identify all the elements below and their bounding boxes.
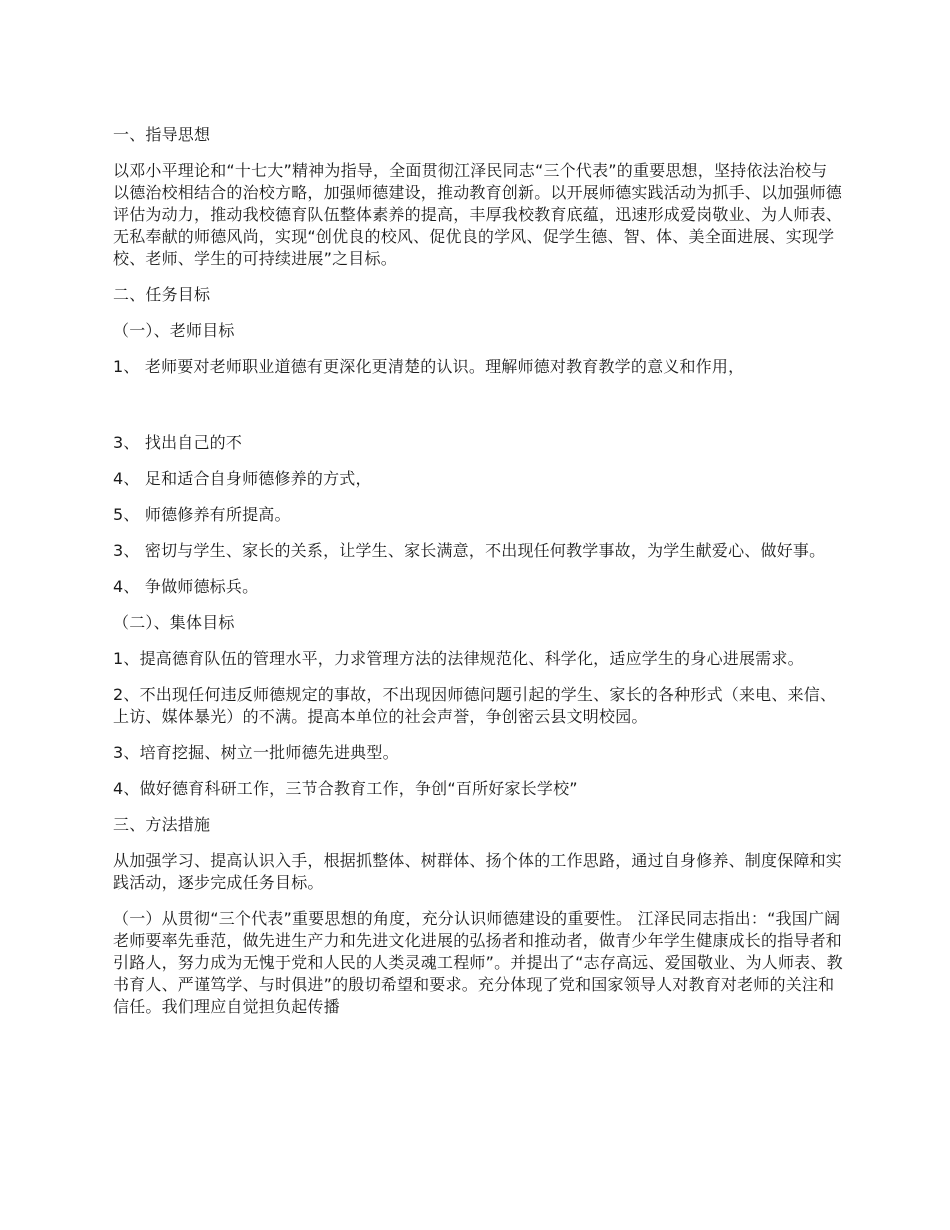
blank-gap — [113, 392, 843, 432]
section-heading-guiding-thought: 一、指导思想 — [113, 125, 211, 144]
list-item-teacher-5: 5、 师德修养有所提高。 — [113, 505, 291, 524]
list-item-collective-1: 1、提高德育队伍的管理水平，力求管理方法的法律规范化、科学化，适应学生的身心进展需求。 — [113, 649, 804, 668]
list-item-teacher-3b: 3、 密切与学生、家长的关系，让学生、家长满意，不出现任何教学事故，为学生献爱心、做好事。 — [113, 541, 826, 560]
document-body — [113, 124, 843, 1032]
subheading-collective-goals: （二）、集体目标 — [113, 613, 235, 632]
list-item-teacher-1: 1、 老师要对老师职业道德有更深化更清楚的认识。理解师德对教育教学的意义和作用， — [113, 357, 745, 376]
list-item-collective-2: 2、不出现任何违反师德规定的事故，不出现因师德问题引起的学生、家长的各种形式（来电、来信、上访、媒体暴光）的不满。提高本单位的社会声誉，争创密云县文明校园。 — [113, 685, 837, 726]
paragraph-methods-1: （一）从贯彻“三个代表”重要思想的角度，充分认识师德建设的重要性。 江泽民同志指出：“我国广阔老师要率先垂范，做先进生产力和先进文化进展的弘扬者和推动者，做青少年学生健康成长的指导者和引路人，努力成为无愧于党和人民的人类灵魂工程师”。并提出了“志存高远、爱国敬业、为人师表、教书育人、严谨笃学、与时俱进”的殷切希望和要求。充分体现了党和国家领导人对教育对老师的关注和信任。我们理应自觉担负起传播 — [113, 909, 843, 1016]
paragraph-guiding-thought: 以邓小平理论和“十七大”精神为指导，全面贯彻江泽民同志“三个代表”的重要思想，坚持依法治校与以德治校相结合的治校方略，加强师德建设，推动教育创新。以开展师德实践活动为抓手、以加强师德评估为动力，推动我校德育队伍整体素养的提高，丰厚我校教育底蕴，迅速形成爱岗敬业、为人师表、无私奉献的师德风尚，实现“创优良的校风、促优良的学风、促学生德、智、体、美全面进展、实现学校、老师、学生的可持续进展”之目标。 — [113, 161, 843, 268]
list-item-collective-4: 4、做好德育科研工作，三节合教育工作，争创“百所好家长学校” — [113, 779, 578, 798]
list-item-teacher-4: 4、 足和适合自身师德修养的方式， — [113, 469, 372, 488]
section-heading-task-goals: 二、任务目标 — [113, 285, 211, 304]
list-item-teacher-3: 3、 找出自己的不 — [113, 433, 243, 452]
list-item-teacher-4b: 4、 争做师德标兵。 — [113, 577, 259, 596]
list-item-collective-3: 3、培育挖掘、树立一批师德先进典型。 — [113, 743, 399, 762]
section-heading-methods: 三、方法措施 — [113, 815, 211, 834]
subheading-teacher-goals: （一）、老师目标 — [113, 321, 235, 340]
paragraph-methods-intro: 从加强学习、提高认识入手，根据抓整体、树群体、扬个体的工作思路，通过自身修养、制度保障和实践活动，逐步完成任务目标。 — [113, 851, 843, 892]
